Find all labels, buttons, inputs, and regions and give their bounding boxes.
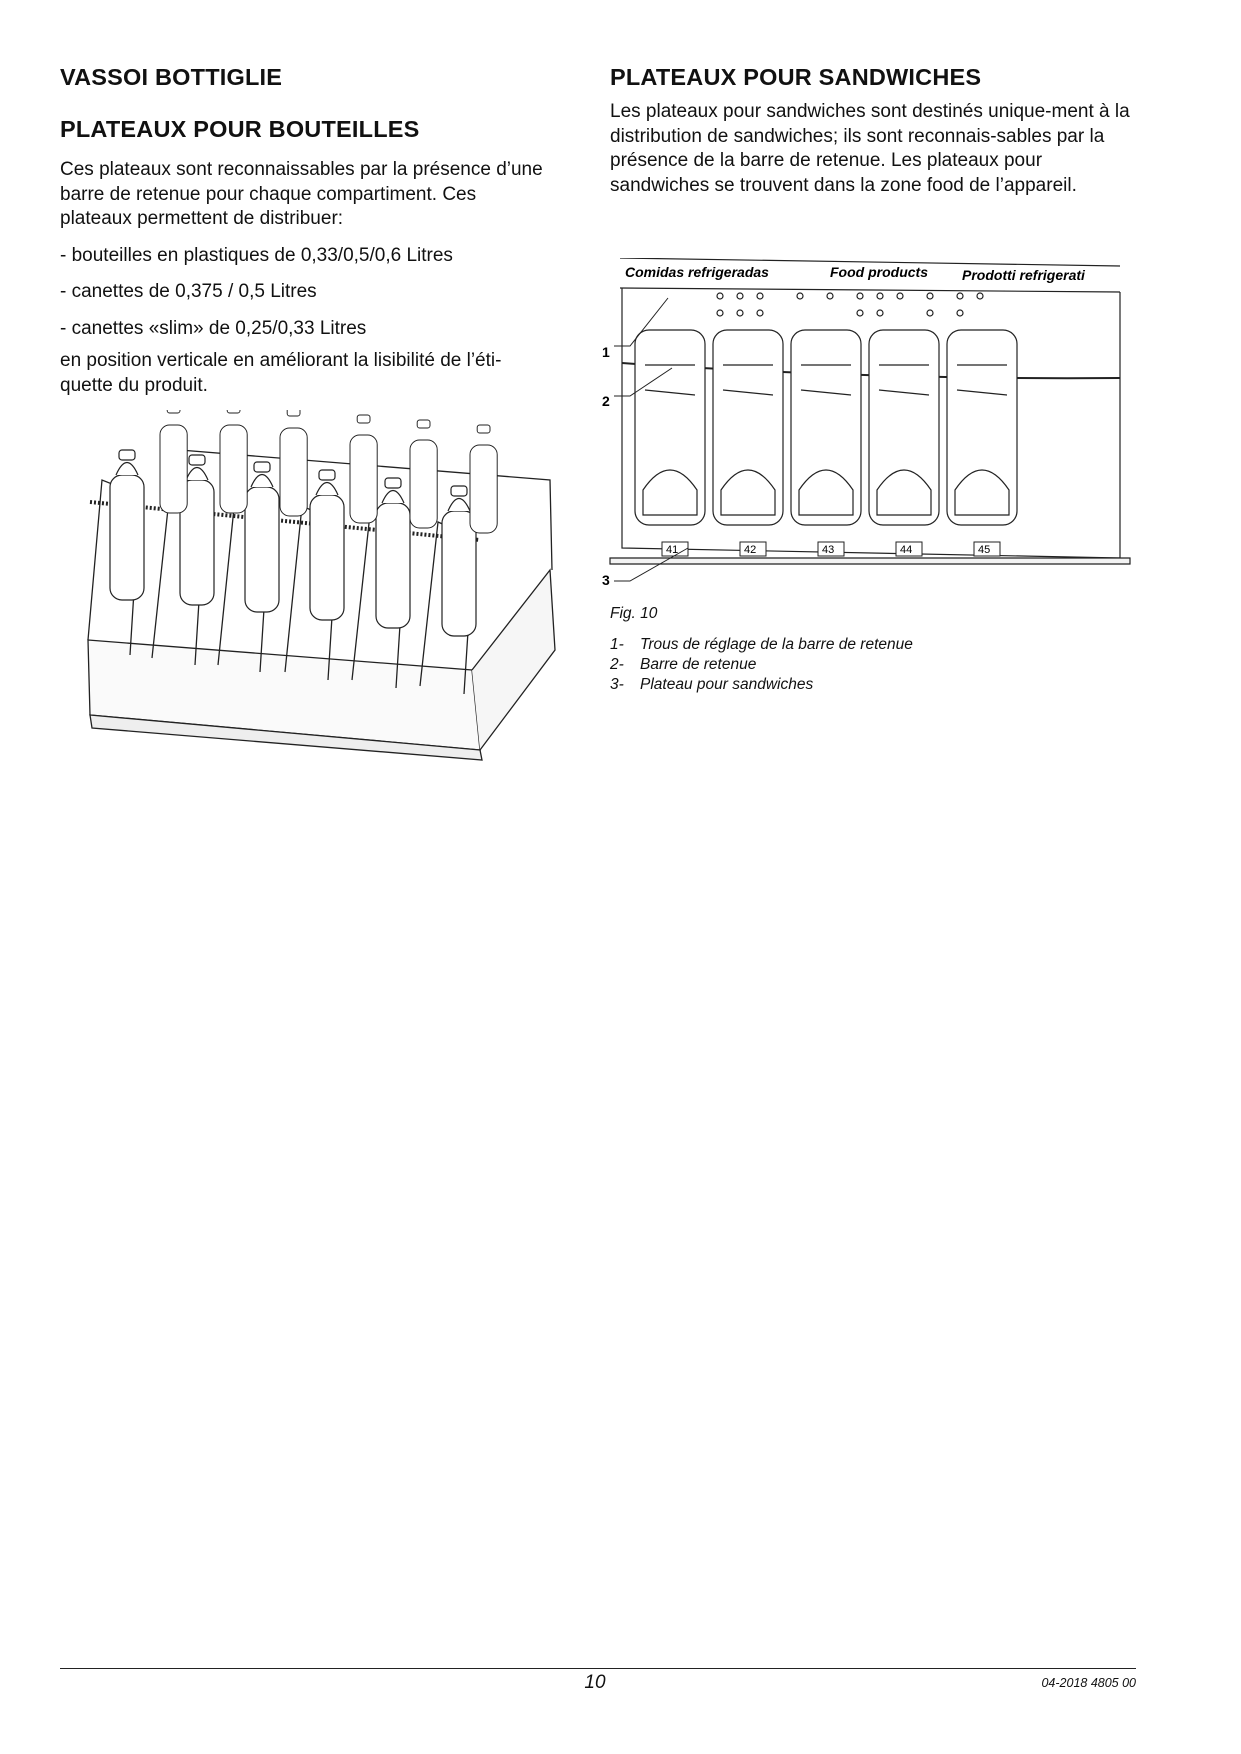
page-number: 10 bbox=[584, 1672, 606, 1693]
legend-text: Barre de retenue bbox=[640, 656, 757, 673]
slot-number: 45 bbox=[978, 544, 991, 556]
right-column bbox=[610, 62, 1130, 198]
sandwich-trays-title: PLATEAUX POUR SANDWICHES bbox=[610, 64, 982, 90]
header-label-es: Comidas refrigeradas bbox=[625, 264, 769, 280]
figure-legend bbox=[610, 635, 913, 695]
legend-number: 3- bbox=[610, 676, 624, 693]
legend-text: Plateau pour sandwiches bbox=[640, 676, 814, 693]
section-title-italian: VASSOI BOTTIGLIE bbox=[60, 64, 283, 90]
footer-divider bbox=[60, 1668, 1136, 1669]
header-label-it: Prodotti refrigerati bbox=[962, 267, 1085, 283]
slot-number: 42 bbox=[744, 544, 757, 556]
legend-number: 2- bbox=[610, 656, 624, 673]
legend-text: Trous de réglage de la barre de retenue bbox=[640, 636, 913, 653]
slot-number: 44 bbox=[900, 544, 913, 556]
list-item-bottles: - bouteilles en plastiques de 0,33/0,5/0,6 Litres bbox=[60, 244, 453, 266]
figure-caption: Fig. 10 bbox=[610, 605, 658, 622]
left-column bbox=[60, 62, 550, 398]
document-code: 04-2018 4805 00 bbox=[1041, 1676, 1136, 1690]
legend-item bbox=[610, 675, 913, 695]
bottle-trays-tail: en position verticale en améliorant la lisibilité de l’éti-quette du produit. bbox=[60, 350, 502, 396]
legend-item bbox=[610, 655, 913, 675]
sandwich-trays-text: Les plateaux pour sandwiches sont destinés unique-ment à la distribution de sandwiches; ils sont reconnais-sables par la présence de la barre de retenue. Les plateaux pour sandwiches se trouvent dans la zone food de l’appareil. bbox=[610, 101, 1130, 196]
list-item-cans: - canettes de 0,375 / 0,5 Litres bbox=[60, 281, 317, 302]
slot-number: 41 bbox=[666, 544, 679, 556]
list-item-slim-cans: - canettes «slim» de 0,25/0,33 Litres bbox=[60, 317, 367, 339]
section-title-french: PLATEAUX POUR BOUTEILLES bbox=[60, 116, 420, 142]
callout-3: 3 bbox=[602, 572, 610, 588]
header-label-en: Food products bbox=[830, 264, 928, 280]
sandwich-tray-illustration bbox=[600, 258, 1140, 588]
legend-item bbox=[610, 635, 913, 655]
callout-1: 1 bbox=[602, 344, 610, 360]
bottle-trays-intro: Ces plateaux sont reconnaissables par la présence d’une barre de retenue pour chaque compartiment. Ces plateaux permettent de distribuer: bbox=[60, 159, 543, 229]
slot-number: 43 bbox=[822, 544, 835, 556]
bottle-tray-illustration bbox=[80, 410, 560, 765]
callout-2: 2 bbox=[602, 393, 610, 409]
legend-number: 1- bbox=[610, 636, 624, 653]
